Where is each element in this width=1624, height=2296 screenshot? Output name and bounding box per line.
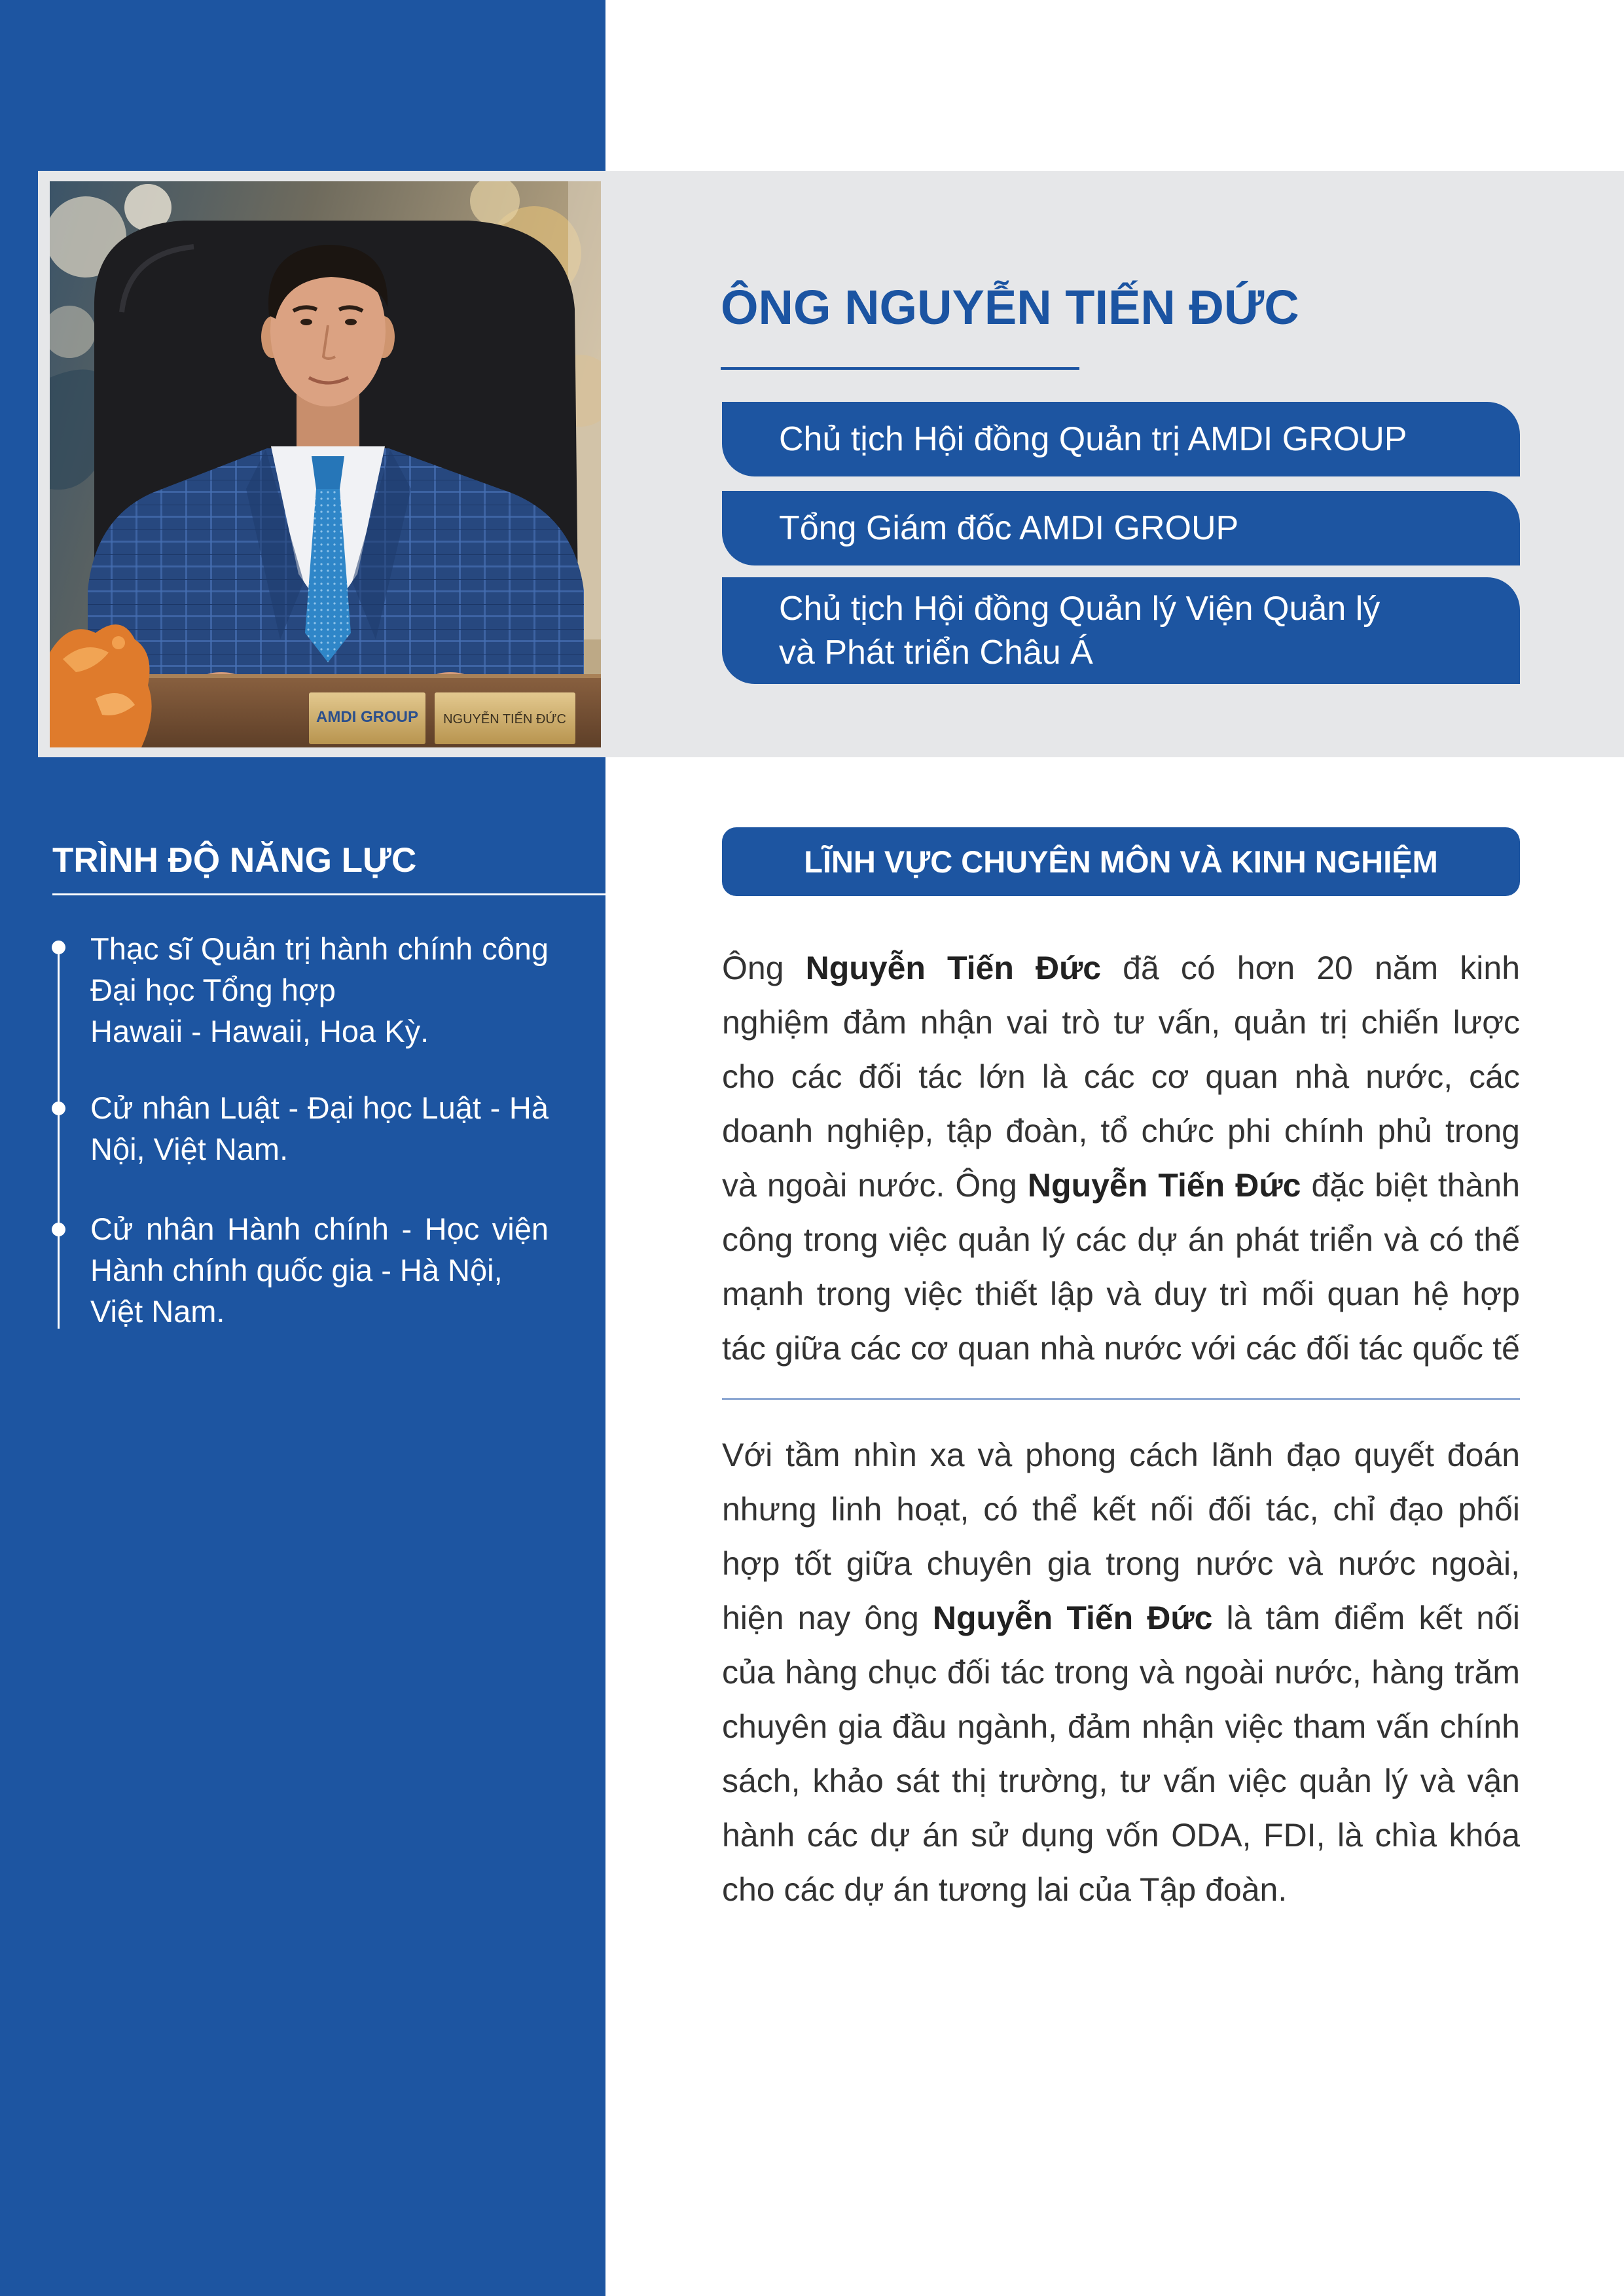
role-text: và Phát triển Châu Á bbox=[779, 633, 1093, 672]
qualification-item-masters bbox=[90, 928, 549, 1052]
paragraph-line bbox=[722, 1482, 1520, 1537]
paragraph-line bbox=[722, 1754, 1520, 1808]
text-segment: công trong việc quản lý các dự án phát triển và có thế bbox=[722, 1221, 1520, 1258]
qualifications-underline bbox=[52, 893, 605, 895]
paragraph-line bbox=[722, 941, 1520, 996]
role-text: Chủ tịch Hội đồng Quản trị AMDI GROUP bbox=[779, 420, 1407, 458]
person-name-bold: Nguyễn Tiến Đức bbox=[1027, 1167, 1301, 1204]
paragraph-line bbox=[722, 1645, 1520, 1700]
text-segment: đã có hơn 20 năm kinh bbox=[1101, 950, 1521, 986]
portrait-illustration bbox=[50, 181, 601, 747]
text-segment: hành các dự án sử dụng vốn ODA, FDI, là chìa khóa bbox=[722, 1817, 1520, 1854]
role-badge-ceo bbox=[722, 491, 1520, 565]
text-segment: Ông bbox=[722, 950, 806, 986]
qualification-line: Việt Nam. bbox=[90, 1294, 225, 1329]
paragraph-line bbox=[722, 1267, 1520, 1321]
text-segment: hiện nay ông bbox=[722, 1600, 933, 1636]
person-name-bold: Nguyễn Tiến Đức bbox=[805, 950, 1102, 986]
paragraph-line bbox=[722, 1104, 1520, 1158]
nameplate-company bbox=[309, 692, 425, 744]
text-segment: doanh nghiệp, tập đoàn, tổ chức phi chính phủ trong bbox=[722, 1113, 1520, 1149]
paragraph-line bbox=[722, 1428, 1520, 1482]
paragraph-line bbox=[722, 1591, 1520, 1645]
bullet-dot bbox=[52, 1223, 65, 1236]
person-name-title: ÔNG NGUYỄN TIẾN ĐỨC bbox=[721, 280, 1299, 334]
text-segment: sách, khảo sát thị trường, tư vấn việc quản lý và vận bbox=[722, 1763, 1520, 1799]
paragraph-line bbox=[722, 1863, 1520, 1917]
qualification-item-administration bbox=[90, 1208, 549, 1332]
role-badge-chairman bbox=[722, 402, 1520, 476]
portrait-photo bbox=[50, 181, 601, 747]
title-underline bbox=[721, 367, 1079, 370]
text-segment: của hàng chục đối tác trong và ngoài nước, hàng trăm bbox=[722, 1654, 1520, 1691]
text-segment: cho các đối tác lớn là các cơ quan nhà nước, các bbox=[722, 1058, 1520, 1095]
nameplate-logo-text: AMDI GROUP bbox=[316, 708, 418, 726]
paragraph-line bbox=[722, 1158, 1520, 1213]
text-segment: mạnh trong việc thiết lập và duy trì mối quan hệ hợp bbox=[722, 1276, 1520, 1312]
qualifications-heading: TRÌNH ĐỘ NĂNG LỰC bbox=[52, 841, 417, 880]
qualification-line: Cử nhân Luật - Đại học Luật - Hà bbox=[90, 1090, 549, 1125]
experience-paragraph-1 bbox=[722, 941, 1520, 1376]
qualification-line: Đại học Tổng hợp bbox=[90, 973, 336, 1007]
text-segment: hợp tốt giữa chuyên gia trong nước và nước ngoài, bbox=[722, 1545, 1520, 1582]
qualification-line: Hành chính quốc gia - Hà Nội, bbox=[90, 1253, 503, 1287]
timeline-line bbox=[58, 947, 60, 1329]
qualification-line: Cử nhân Hành chính - Học viện bbox=[90, 1211, 549, 1246]
nameplate-person bbox=[435, 692, 575, 744]
role-text: Chủ tịch Hội đồng Quản lý Viện Quản lý bbox=[779, 589, 1380, 628]
text-segment: Với tầm nhìn xa và phong cách lãnh đạo quyết đoán bbox=[722, 1437, 1520, 1473]
role-badge-institute-chairman bbox=[722, 577, 1520, 684]
bullet-dot bbox=[52, 1102, 65, 1115]
nameplate-name-text: NGUYỄN TIẾN ĐỨC bbox=[443, 712, 566, 726]
paragraph-line bbox=[722, 1321, 1520, 1376]
text-segment: là tâm điểm kết nối bbox=[1212, 1600, 1520, 1636]
paragraph-line bbox=[722, 1050, 1520, 1104]
experience-heading-badge bbox=[722, 827, 1520, 896]
person-name-bold: Nguyễn Tiến Đức bbox=[932, 1600, 1213, 1636]
paragraph-line bbox=[722, 1537, 1520, 1591]
qualification-line: Thạc sĩ Quản trị hành chính công bbox=[90, 931, 549, 966]
experience-heading: LĨNH VỰC CHUYÊN MÔN VÀ KINH NGHIỆM bbox=[804, 844, 1438, 879]
paragraph-line bbox=[722, 1808, 1520, 1863]
paragraph-line bbox=[722, 1700, 1520, 1754]
jade-dragon-statue bbox=[50, 624, 152, 747]
text-segment: cho các dự án tương lai của Tập đoàn. bbox=[722, 1871, 1288, 1908]
text-segment: nghiệm đảm nhận vai trò tư vấn, quản trị chiến lược bbox=[722, 1004, 1520, 1041]
qualification-line: Hawaii - Hawaii, Hoa Kỳ. bbox=[90, 1014, 429, 1049]
text-segment: chuyên gia đầu ngành, đảm nhận việc tham vấn chính bbox=[722, 1708, 1520, 1745]
qualification-item-law bbox=[90, 1087, 549, 1170]
text-segment: tác giữa các cơ quan nhà nước với các đối tác quốc tế bbox=[722, 1330, 1520, 1367]
paragraph-line bbox=[722, 1213, 1520, 1267]
paragraph-divider bbox=[722, 1398, 1520, 1400]
text-segment: nhưng linh hoạt, có thể kết nối đối tác, chỉ đạo phối bbox=[722, 1491, 1520, 1528]
text-segment: đặc biệt thành bbox=[1301, 1167, 1520, 1204]
qualification-line: Nội, Việt Nam. bbox=[90, 1132, 289, 1166]
role-text: Tổng Giám đốc AMDI GROUP bbox=[779, 509, 1239, 547]
experience-paragraph-2 bbox=[722, 1428, 1520, 1917]
text-segment: và ngoài nước. Ông bbox=[722, 1167, 1028, 1204]
bullet-dot bbox=[52, 941, 65, 954]
paragraph-line bbox=[722, 996, 1520, 1050]
